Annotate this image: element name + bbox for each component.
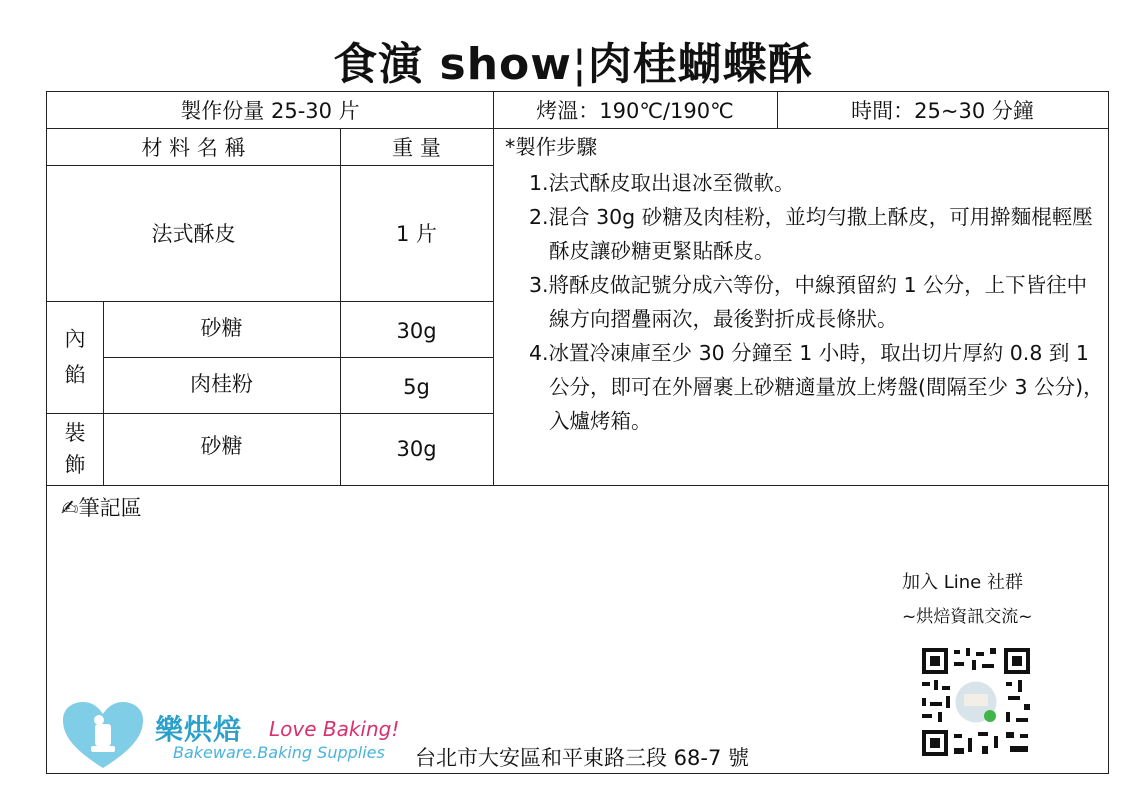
ingredient-name: 法式酥皮 bbox=[151, 222, 236, 246]
notes-text: 筆記區 bbox=[78, 496, 142, 520]
step-item: 2.混合 30g 砂糖及肉桂粉，並均勻撒上酥皮，可用擀麵棍輕壓酥皮讓砂糖更緊貼酥皮。 bbox=[529, 205, 1093, 263]
pencil-writing-icon: ✍ bbox=[61, 496, 79, 520]
brand-name-en: Love Baking! bbox=[269, 717, 400, 741]
ingredient-name: 砂糖 bbox=[200, 316, 243, 340]
divider bbox=[493, 92, 494, 485]
ingredient-name: 肉桂粉 bbox=[190, 372, 253, 396]
title-separator: ¦ bbox=[571, 39, 588, 90]
ingredient-name: 砂糖 bbox=[200, 434, 243, 458]
recipe-card bbox=[46, 91, 1109, 774]
group-char: 內 bbox=[64, 327, 86, 351]
yield-cell: 製作份量 25-30 片 bbox=[180, 99, 360, 123]
step-item: 3.將酥皮做記號分成六等份，中線預留約 1 公分，上下皆往中線方向摺疊兩次，最後對折成長條狀。 bbox=[529, 273, 1088, 331]
steps-list bbox=[505, 166, 1105, 438]
qr-code-icon[interactable] bbox=[920, 646, 1032, 758]
ingredient-weight: 5g bbox=[403, 375, 430, 399]
notes-label bbox=[61, 492, 142, 522]
group-char: 裝 bbox=[64, 421, 86, 445]
step-item: 1.法式酥皮取出退冰至微軟。 bbox=[529, 171, 795, 195]
title-recipe: 肉桂蝴蝶酥 bbox=[587, 39, 813, 90]
col-header-weight: 重 量 bbox=[392, 135, 441, 160]
line-join-text: 加入 Line 社群 bbox=[902, 572, 1023, 593]
group-label-decor bbox=[47, 413, 103, 485]
steps-heading: *製作步驟 bbox=[505, 135, 598, 159]
ingredient-weight: 30g bbox=[396, 437, 437, 461]
ingredient-weight: 1 片 bbox=[395, 222, 438, 246]
group-label-filling bbox=[47, 301, 103, 413]
ingredient-weight: 30g bbox=[396, 319, 437, 343]
time-cell: 時間：25~30 分鐘 bbox=[851, 99, 1034, 123]
heart-logo-icon bbox=[61, 700, 145, 770]
group-char: 餡 bbox=[64, 363, 86, 387]
line-sub-text: ~烘焙資訊交流~ bbox=[902, 607, 1033, 627]
group-char: 飾 bbox=[64, 453, 86, 477]
steps-panel bbox=[505, 130, 1105, 438]
col-header-name: 材 料 名 稱 bbox=[141, 135, 246, 160]
step-item: 4.冰置冷凍庫至少 30 分鐘至 1 小時，取出切片厚約 0.8 到 1 公分，即可在外層裹上砂糖適量放上烤盤(間隔至少 3 公分)，入爐烤箱。 bbox=[529, 341, 1104, 433]
temperature-cell: 烤溫：190℃/190℃ bbox=[536, 99, 734, 123]
page-title bbox=[0, 28, 1146, 92]
divider bbox=[47, 485, 1108, 486]
brand-subtitle: Bakeware.Baking Supplies bbox=[173, 743, 385, 762]
brand-name-cn: 樂烘焙 bbox=[155, 713, 243, 746]
title-show: 食演 show bbox=[333, 39, 572, 90]
store-address: 台北市大安區和平東路三段 68-7 號 bbox=[415, 746, 750, 770]
